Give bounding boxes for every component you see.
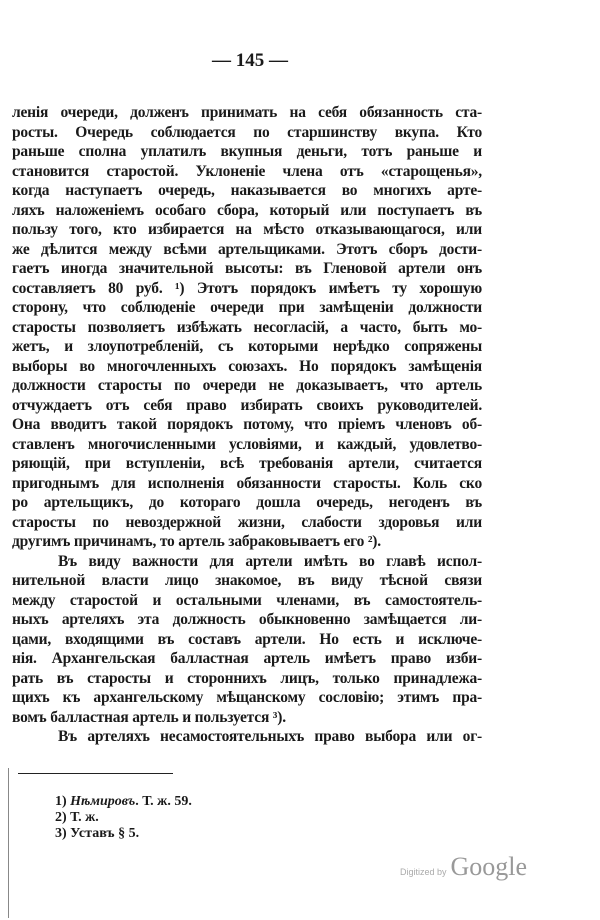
footnote-text: Уставъ § 5. (70, 826, 140, 841)
body-text (12, 103, 482, 747)
footnote-divider (18, 773, 173, 774)
text-line: раньше сполна уплатилъ вкупныя деньги, тотъ раньше и (12, 143, 482, 160)
footnote-3 (55, 826, 139, 842)
text-line: щихъ къ архангельскому мѣщанскому сословію; этимъ пра- (12, 689, 482, 706)
text-line: нія. Архангельская балластная артель имѣетъ право изби- (12, 650, 482, 667)
text-line: составляетъ 80 руб. ¹) Этотъ порядокъ имѣетъ ту хорошую (12, 279, 482, 297)
text-line: когда наступаетъ очередь, наказывается во многихъ арте- (12, 182, 482, 199)
footnote-text: . Т. ж. 59. (135, 794, 192, 809)
text-line: ряющій, при вступленіи, всѣ требованія артели, считается (12, 455, 482, 472)
text-line: другимъ причинамъ, то артель забраковываетъ его ²). (12, 533, 381, 550)
watermark-brand: Google (450, 852, 528, 881)
watermark-prefix: Digitized by (400, 867, 447, 877)
text-line: должности старосты по очереди не доказываетъ, что артель (12, 377, 482, 394)
text-line: ныхъ артеляхъ эта должность обыкновенно замѣщается ли- (12, 611, 482, 628)
page-edge-line (8, 768, 9, 918)
text-line: цами, входящими въ составъ артели. Но есть и исключе- (12, 630, 482, 648)
text-line: жетъ, и злоупотребленій, съ которыми нерѣдко сопряжены (12, 338, 482, 355)
text-line: выборы во многочленныхъ союзахъ. Но порядокъ замѣщенія (12, 357, 482, 375)
text-line: рать въ старосты и стороннихъ лицъ, только принадлежа- (12, 669, 482, 687)
text-line: же дѣлится между всѣми артельщиками. Этотъ сборъ дости- (12, 240, 482, 258)
digitized-watermark (400, 852, 527, 882)
text-line: ленія очереди, долженъ принимать на себя обязанность ста- (12, 104, 482, 121)
text-line: ляхъ наложеніемъ особаго сбора, который или поступаетъ въ (12, 201, 482, 219)
footnote-1 (55, 794, 192, 810)
text-line: старосты позволяетъ избѣжать несогласій, а часто, быть мо- (12, 318, 482, 336)
text-line: становится старостой. Уклоненіе члена отъ «старощенья», (12, 162, 482, 180)
page-number: — 145 — (212, 50, 288, 71)
text-line: сторону, что соблюденіе очереди при замѣщеніи должности (12, 299, 482, 316)
footnote-author: Нѣмировъ (70, 794, 136, 809)
text-line: Она вводитъ такой порядокъ потому, что пріемъ членовъ об- (12, 416, 482, 433)
text-line: росты. Очередь соблюдается по старшинству вкупа. Кто (12, 123, 482, 141)
text-line: между старостой и остальными членами, въ самостоятель- (12, 591, 482, 609)
text-line: пригоднымъ для исполненія обязанности старосты. Коль ско (12, 474, 482, 492)
text-line: ставленъ многочисленными условіями, и каждый, удовлетво- (12, 435, 482, 453)
paragraph-start-line: Въ артеляхъ несамостоятельныхъ право выбора или ог- (58, 728, 482, 745)
paragraph-start-line: Въ виду важности для артели имѣть во главѣ испол- (58, 552, 482, 570)
text-line: ро артельщикъ, до котораго дошла очередь, негоденъ въ (12, 494, 482, 511)
footnote-marker: 3) (55, 826, 67, 841)
text-line: отчуждаетъ отъ себя право избирать своихъ руководителей. (12, 396, 482, 414)
text-line: вомъ балластная артель и пользуется ³). (12, 708, 286, 726)
text-line: нительной власти лицо знакомое, въ виду тѣсной связи (12, 572, 482, 589)
footnote-2 (55, 810, 99, 826)
footnote-marker: 1) (55, 794, 67, 809)
text-line: старосты по невоздержной жизни, слабости здоровья или (12, 513, 482, 531)
text-line: гаетъ иногда значительной высоты: въ Гленовой артели онъ (12, 260, 482, 277)
footnote-text: Т. ж. (70, 810, 99, 825)
text-line: пользу того, кто избирается на мѣсто отказывающагося, или (12, 221, 482, 238)
footnote-marker: 2) (55, 810, 67, 825)
